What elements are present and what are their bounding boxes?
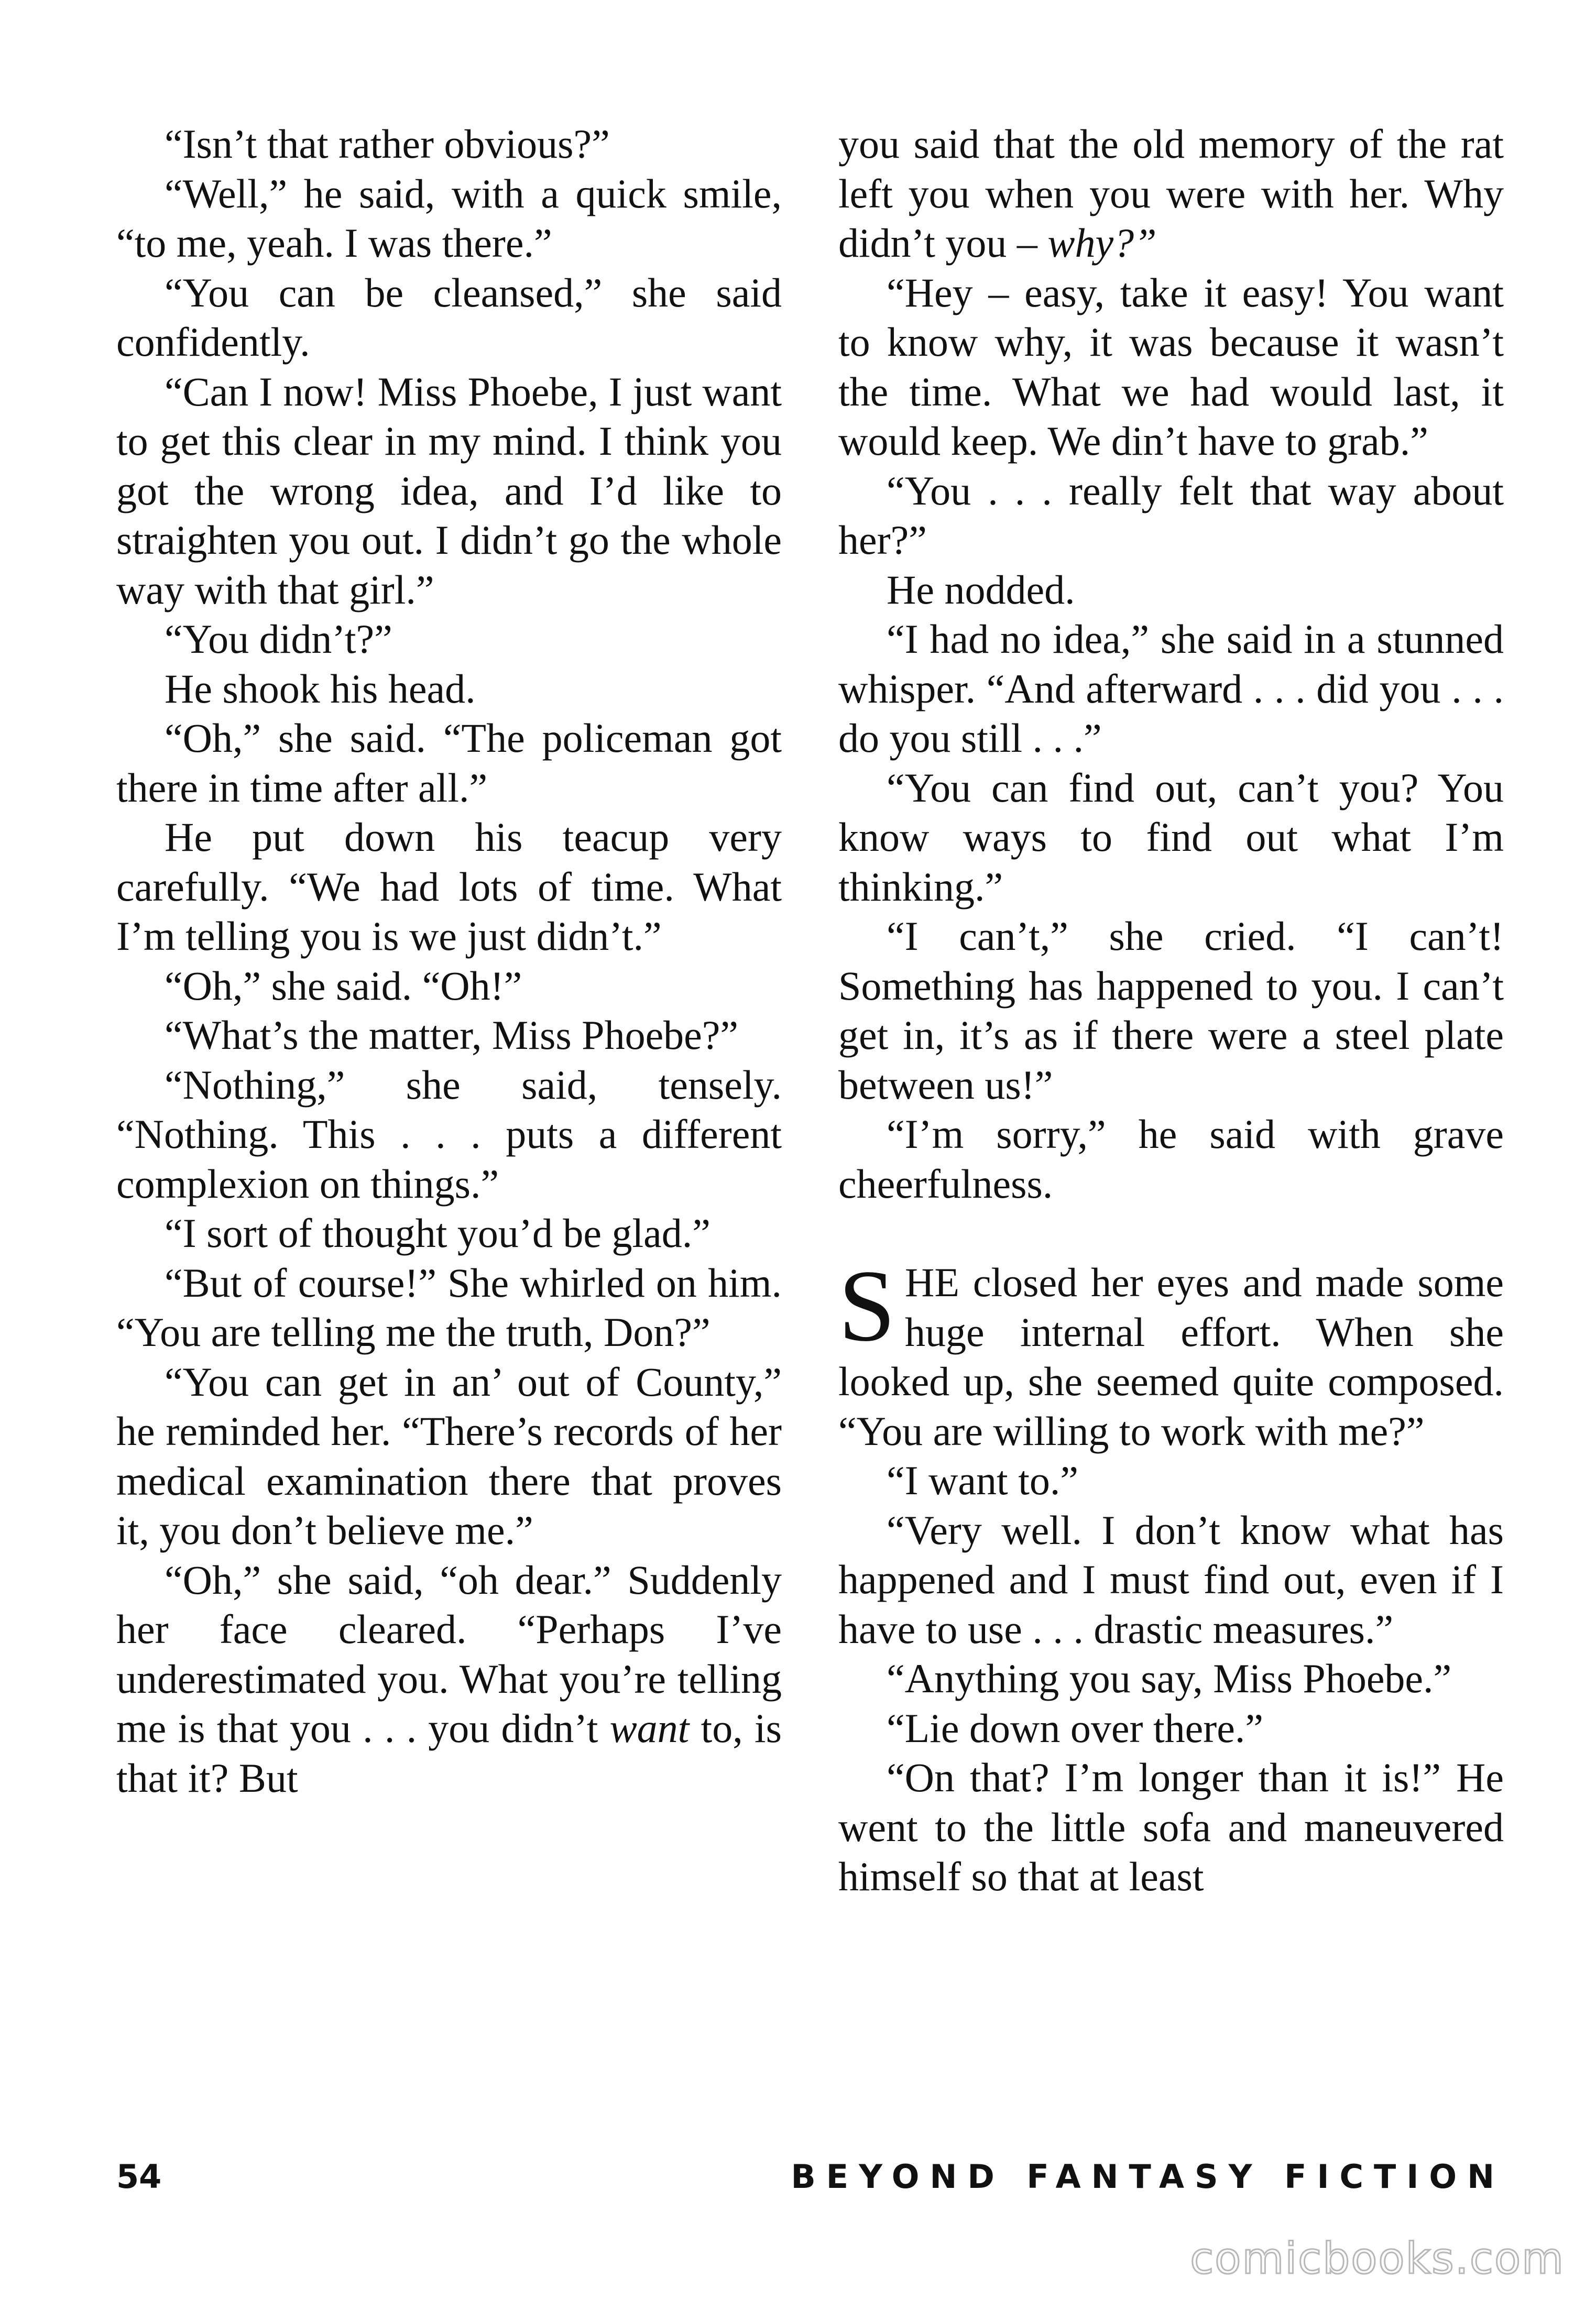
paragraph: “On that? I’m longer than it is!” He went to the little sofa and maneuvered himself so that at least — [838, 1755, 1504, 1899]
paragraph: “Oh,” she said. “The policeman got there in time after all.” — [116, 715, 782, 811]
paragraph: He shook his head. — [165, 665, 476, 711]
paragraph: “You can find out, can’t you? You know ways to find out what I’m thinking.” — [838, 764, 1504, 910]
paragraph: “Isn’t that rather obvious?” — [165, 121, 610, 167]
paragraph: “I sort of thought you’d be glad.” — [165, 1210, 710, 1256]
paragraph: “Hey – easy, take it easy! You want to know why, it was because it wasn’t the time. What we had would last, it would keep. We din’t have to grab.” — [838, 269, 1504, 464]
page-number: 54 — [116, 2157, 162, 2196]
paragraph: “I had no idea,” she said in a stunned whisper. “And afterward . . . did you . . . do you still . . .” — [838, 616, 1504, 761]
paragraph: “I can’t,” she cried. “I can’t! Something has happened to you. I can’t get in, it’s as if there were a steel plate between us!” — [838, 913, 1504, 1108]
text-run: “Oh,” she said, “oh dear.” Suddenly her face cleared. “Perhaps I’ve underestimated you. What you’re telling me is that you . . . you didn’t — [116, 1557, 782, 1751]
paragraph: “What’s the matter, Miss Phoebe?” — [165, 1012, 739, 1058]
paragraph: “Oh,” she said. “Oh!” — [165, 962, 522, 1009]
watermark-text: comicbooks.com — [1190, 2234, 1565, 2284]
text-run: to, is that it? But — [116, 1705, 782, 1801]
paragraph: “Nothing,” she said, tensely. “Nothing. This . . . puts a different complexion on things.” — [116, 1061, 782, 1207]
left-text-column — [116, 119, 782, 1803]
paragraph: “You didn’t?” — [165, 616, 392, 662]
text-run: HE closed her eyes and made some huge internal effort. When she looked up, she seemed quite composed. “You are willing to work with me?” — [838, 1259, 1504, 1454]
text-run: you said that the old memory of the rat left you when you were with her. Why didn’t you – — [838, 121, 1504, 266]
paragraph: “I’m sorry,” he said with grave cheerfulness. — [838, 1111, 1504, 1207]
paragraph: “Anything you say, Miss Phoebe.” — [887, 1656, 1452, 1701]
paragraph: He nodded. — [887, 566, 1075, 612]
drop-cap: S — [838, 1249, 896, 1363]
paragraph: “Very well. I don’t know what has happened and I must find out, even if I have to use . . . drastic measures.” — [838, 1507, 1504, 1652]
running-title: BEYOND FANTASY FICTION — [791, 2157, 1505, 2196]
paragraph: “I want to.” — [887, 1458, 1079, 1503]
paragraph: “You can get in an’ out of County,” he reminded her. “There’s records of her medical examination there that proves it, you don’t believe me.” — [116, 1359, 782, 1553]
emphasis-text: want — [609, 1705, 690, 1751]
paragraph: “You . . . really felt that way about her?” — [838, 467, 1504, 563]
paragraph: “Can I now! Miss Phoebe, I just want to get this clear in my mind. I think you got the wrong idea, and I’d like to straighten you out. I didn’t go the whole way with that girl.” — [116, 368, 782, 612]
paragraph: “You can be cleansed,” she said confidently. — [116, 269, 782, 365]
paragraph: “Lie down over there.” — [887, 1705, 1263, 1751]
paragraph — [116, 1556, 782, 1803]
emphasis-text: why?” — [1047, 220, 1157, 266]
section-opening-paragraph — [838, 1249, 1504, 1456]
paragraph: “Well,” he said, with a quick smile, “to me, yeah. I was there.” — [116, 170, 782, 266]
paragraph: He put down his teacup very carefully. “We had lots of time. What I’m telling you is we just didn’t.” — [116, 814, 782, 959]
right-text-column — [838, 119, 1504, 1902]
paragraph: “But of course!” She whirled on him. “You are telling me the truth, Don?” — [116, 1259, 782, 1355]
continued-paragraph — [838, 119, 1504, 268]
